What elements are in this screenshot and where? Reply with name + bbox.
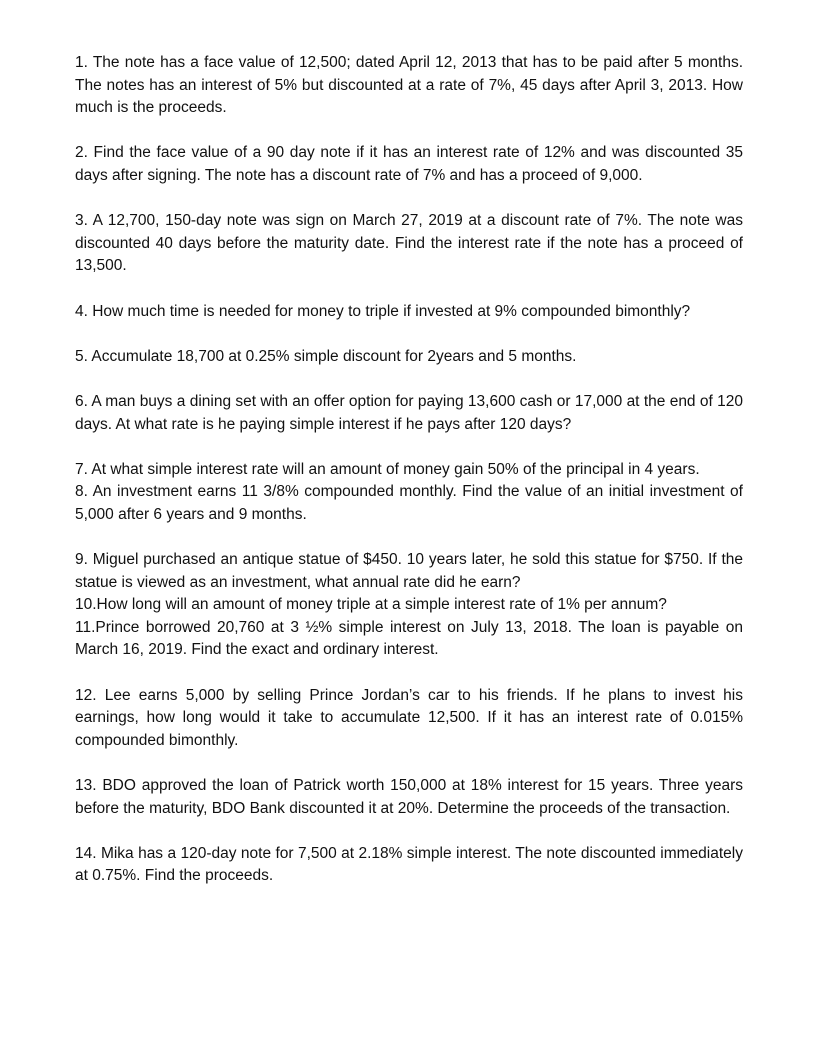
problem-list (75, 52, 743, 888)
problem-11: 11.Prince borrowed 20,760 at 3 ½% simple interest on July 13, 2018. The loan is payable on March 16, 2019. Find the exact and ordinary interest. (75, 618, 743, 659)
problem-6: 6. A man buys a dining set with an offer option for paying 13,600 cash or 17,000 at the end of 120 days. At what rate is he paying simple interest if he pays after 120 days? (75, 392, 743, 433)
problem-5: 5. Accumulate 18,700 at 0.25% simple discount for 2years and 5 months. (75, 347, 577, 365)
problem-3: 3. A 12,700, 150-day note was sign on March 27, 2019 at a discount rate of 7%. The note was discounted 40 days before the maturity date. Find the interest rate if the note has a proceed of 13,500. (75, 212, 743, 275)
problem-8: 8. An investment earns 11 3/8% compounded monthly. Find the value of an initial investment of 5,000 after 6 years and 9 months. (75, 483, 743, 523)
problem-2: 2. Find the face value of a 90 day note if it has an interest rate of 12% and was discounted 35 days after signing. The note has a discount rate of 7% and has a proceed of 9,000. (75, 144, 743, 184)
problem-14: 14. Mika has a 120-day note for 7,500 at 2.18% simple interest. The note discounted immediately at 0.75%. Find the proceeds. (75, 844, 743, 885)
problem-9: 9. Miguel purchased an antique statue of $450. 10 years later, he sold this statue for $750. If the statue is viewed as an investment, what annual rate did he earn? (75, 551, 743, 591)
problem-10: 10.How long will an amount of money triple at a simple interest rate of 1% per annum? (75, 596, 667, 614)
problem-4: 4. How much time is needed for money to triple if invested at 9% compounded bimonthly? (75, 302, 691, 320)
problem-13: 13. BDO approved the loan of Patrick worth 150,000 at 18% interest for 15 years. Three years before the maturity, BDO Bank discounted it at 20%. Determine the proceeds of the transaction. (75, 777, 743, 817)
problem-12: 12. Lee earns 5,000 by selling Prince Jordan’s car to his friends. If he plans to invest his earnings, how long would it take to accumulate 12,500. If it has an interest rate of 0.015% compounded bimonthly. (75, 686, 743, 749)
problem-7: 7. At what simple interest rate will an amount of money gain 50% of the principal in 4 years. (75, 460, 700, 478)
problem-1: 1. The note has a face value of 12,500; dated April 12, 2013 that has to be paid after 5 months. The notes has an interest of 5% but discounted at a rate of 7%, 45 days after April 3, 2013. How much is the proceeds. (75, 54, 743, 117)
